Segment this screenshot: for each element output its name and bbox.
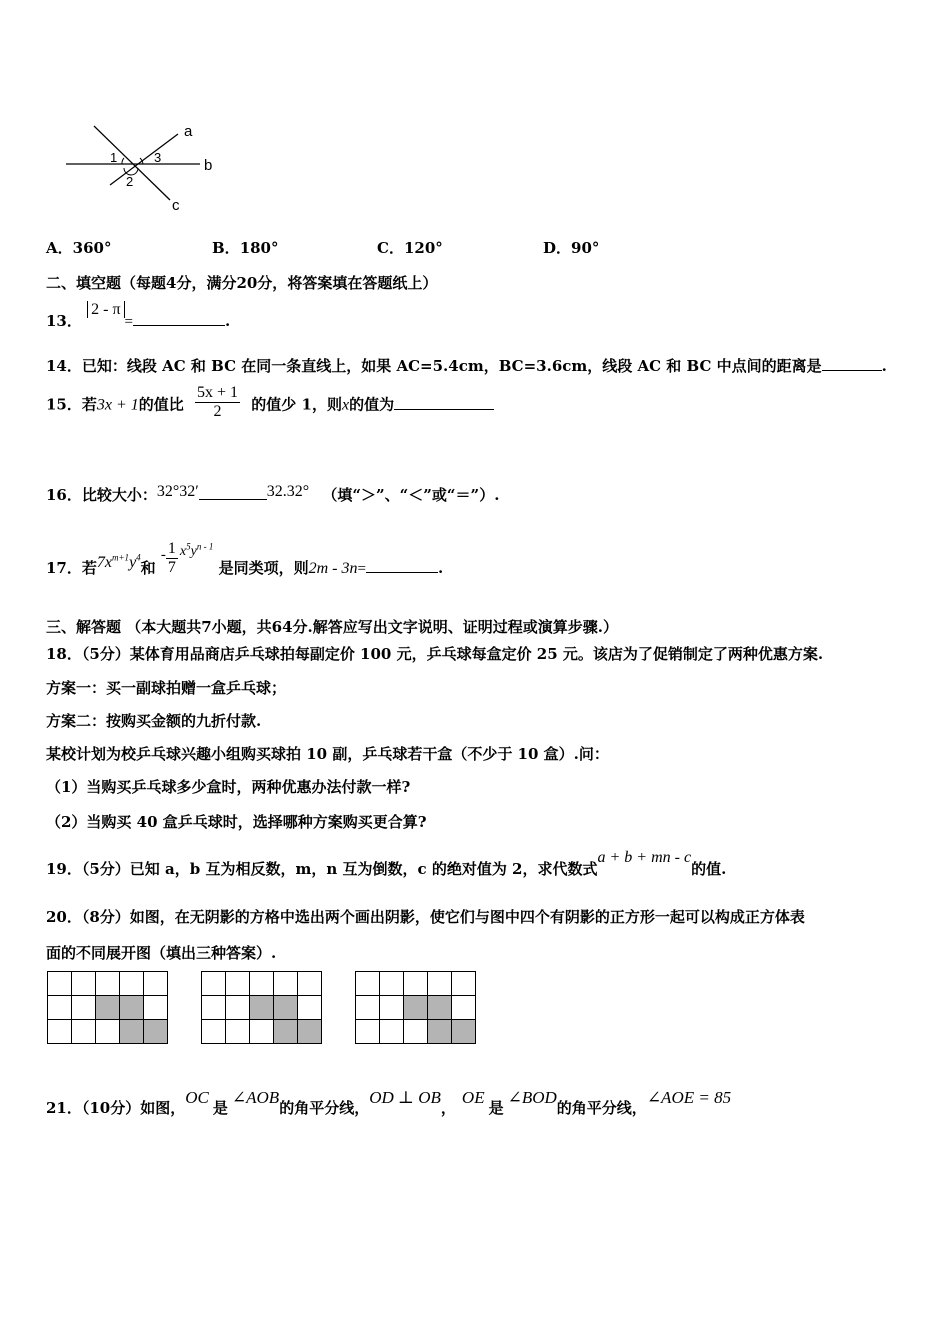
option-b: B．180° <box>212 239 279 257</box>
option-a: A．360° <box>46 239 112 257</box>
option-c: C．120° <box>377 239 443 257</box>
question-18-line4: 某校计划为校乒乓球兴趣小组购买球拍 10 副，乒乓球若干盒（不少于 10 盒）.问： <box>46 745 609 763</box>
question-18-sub2: （2）当购买 40 盒乒乓球时，选择哪种方案购买更合算? <box>46 813 427 831</box>
question-16: 16．比较大小：32°32′ 32.32° （填“＞”、“＜”或“＝”）. <box>46 483 500 504</box>
label-3: 3 <box>154 150 162 165</box>
label-1: 1 <box>110 150 118 165</box>
question-18-line1: 18．（5分）某体育用品商店乒乓球拍每副定价 100 元，乒乓球每盒定价 25 元。该店为了促销制定了两种优惠方案. <box>46 645 824 663</box>
question-18-sub1: （1）当购买乒乓球多少盒时，两种优惠办法付款一样? <box>46 778 411 796</box>
option-d: D．90° <box>543 239 600 257</box>
intersecting-lines-figure <box>60 118 230 218</box>
net-grid-1 <box>47 971 168 1044</box>
label-a: a <box>184 123 193 140</box>
net-grid-3 <box>355 971 476 1044</box>
question-18-line2: 方案一：买一副球拍赠一盒乒乓球； <box>46 679 287 697</box>
angle-arc-1 <box>122 158 124 164</box>
label-c: c <box>172 197 180 214</box>
question-20-line2: 面的不同展开图（填出三种答案）. <box>46 944 277 962</box>
label-b: b <box>204 157 213 174</box>
question-19: 19．（5分）已知 a，b 互为相反数，m，n 互为倒数，c 的绝对值为 2，求代数式a + b + mn - c的值. <box>46 849 727 878</box>
question-17: 17．若$7x^{m+1}y^4$和 - $\frac{1}{7}$ $x^5y^{n - 1}$ 是同类项，则2m - 3n= . <box>46 540 444 577</box>
question-15: 15．若3x + 1的值比 $\frac{5x + 1}{2}$ 的值少 1，则x的值为 <box>46 387 494 424</box>
question-14: 14．已知：线段 AC 和 BC 在同一条直线上，如果 AC=5.4cm，BC=3.6cm，线段 AC 和 BC 中点间的距离是 . <box>46 357 887 375</box>
line-a <box>110 134 178 185</box>
section3-heading: 三、解答题 （本大题共7小题，共64分.解答应写出文字说明、证明过程或演算步骤.） <box>46 618 618 636</box>
question-21: 21．（10分）如图，OC是∠AOB的角平分线，OD ⊥ OB，OE是∠BOD的角平分线，∠AOE = 85 <box>46 1088 732 1117</box>
question-20-line1: 20．（8分）如图，在无阴影的方格中选出两个画出阴影，使它们与图中四个有阴影的正方形一起可以构成正方体表 <box>46 908 805 926</box>
question-13: 13． 2 - π= . <box>46 301 231 330</box>
net-grid-2 <box>201 971 322 1044</box>
section2-heading: 二、填空题（每题4分，满分20分，将答案填在答题纸上） <box>46 274 438 292</box>
question-18-line3: 方案二：按购买金额的九折付款. <box>46 712 262 730</box>
label-2: 2 <box>126 174 134 189</box>
